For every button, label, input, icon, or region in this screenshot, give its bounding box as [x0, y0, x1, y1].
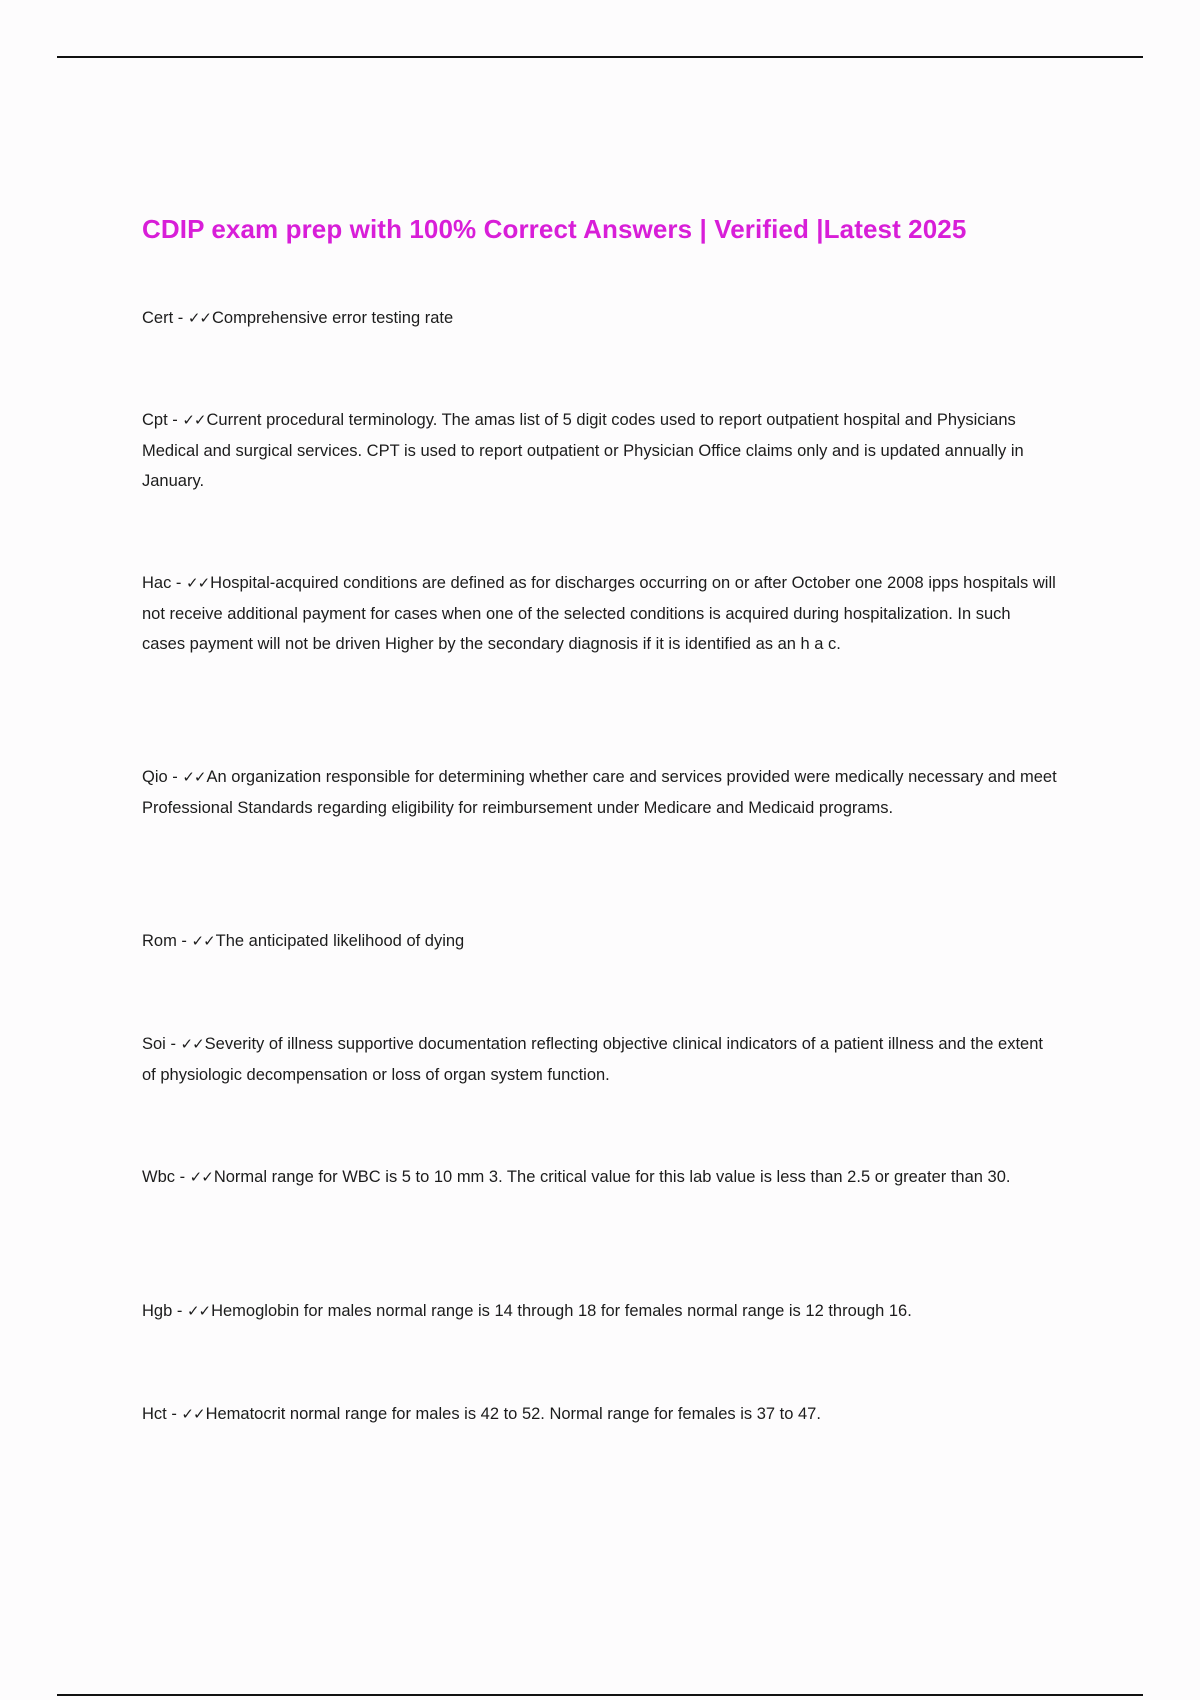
entry-separator: - [171, 574, 187, 592]
double-check-icon: ✓✓ [186, 574, 210, 592]
entry-hac [142, 568, 1057, 660]
entry-cpt [142, 405, 1057, 497]
entry-separator: - [167, 768, 183, 786]
entry-definition: Hemoglobin for males normal range is 14 through 18 for females normal range is 12 through 16. [211, 1302, 912, 1320]
entry-soi [142, 1029, 1057, 1090]
entry-separator: - [172, 1302, 187, 1320]
entry-separator: - [176, 932, 192, 950]
double-check-icon: ✓✓ [180, 1035, 204, 1053]
double-check-icon: ✓✓ [182, 411, 206, 429]
entry-term: Rom [142, 932, 177, 950]
entry-qio [142, 762, 1057, 823]
double-check-icon: ✓✓ [191, 932, 215, 950]
entry-cert [142, 303, 1057, 334]
top-rule [57, 56, 1143, 58]
entry-term: Wbc [142, 1168, 175, 1186]
entry-rom [142, 926, 1057, 957]
entry-term: Cert [142, 309, 174, 327]
double-check-icon: ✓✓ [189, 1168, 213, 1186]
entry-definition: Hospital-acquired conditions are defined as for discharges occurring on or after October one 2008 ipps hospitals will not receive additional payment for cases when one of the selected conditions is acquired during hospitalization. In such cases payment will not be driven Higher by the secondary diagnosis if it is identified as an h a c. [142, 574, 1056, 653]
entry-definition: Normal range for WBC is 5 to 10 mm 3. The critical value for this lab value is less than 2.5 or greater than 30. [213, 1168, 1011, 1186]
entry-term: Soi [142, 1035, 166, 1053]
entry-separator: - [167, 411, 183, 429]
double-check-icon: ✓✓ [187, 309, 211, 327]
entry-term: Cpt [142, 411, 168, 429]
entry-separator: - [166, 1405, 182, 1423]
entry-definition: The anticipated likelihood of dying [215, 932, 465, 950]
double-check-icon: ✓✓ [186, 1302, 211, 1320]
entry-hgb [142, 1296, 1057, 1327]
entry-separator: - [173, 309, 188, 327]
bottom-rule [57, 1694, 1143, 1696]
document-title: CDIP exam prep with 100% Correct Answers | Verified |Latest 2025 [142, 214, 967, 244]
double-check-icon: ✓✓ [182, 768, 206, 786]
entry-definition: Current procedural terminology. The amas list of 5 digit codes used to report outpatient hospital and Physicians Medical and surgical services. CPT is used to report outpatient or Physician Office claims only and is updated annually in January. [142, 411, 1024, 490]
entry-term: Hgb [142, 1302, 173, 1320]
entry-definition: An organization responsible for determining whether care and services provided were medically necessary and meet Professional Standards regarding eligibility for reimbursement under Medicare and Medicaid programs. [142, 768, 1057, 817]
entry-term: Qio [142, 768, 168, 786]
entry-hct [142, 1399, 1057, 1430]
entry-separator: - [165, 1035, 181, 1053]
entry-definition: Severity of illness supportive documentation reflecting objective clinical indicators of a patient illness and the extent of physiologic decompensation or loss of organ system function. [142, 1035, 1043, 1084]
entry-term: Hct [142, 1405, 167, 1423]
double-check-icon: ✓✓ [181, 1405, 205, 1423]
entry-definition: Comprehensive error testing rate [211, 309, 454, 327]
entry-term: Hac [142, 574, 172, 592]
entry-wbc [142, 1162, 1057, 1193]
entry-separator: - [175, 1168, 190, 1186]
entry-definition: Hematocrit normal range for males is 42 to 52. Normal range for females is 37 to 47. [205, 1405, 821, 1423]
